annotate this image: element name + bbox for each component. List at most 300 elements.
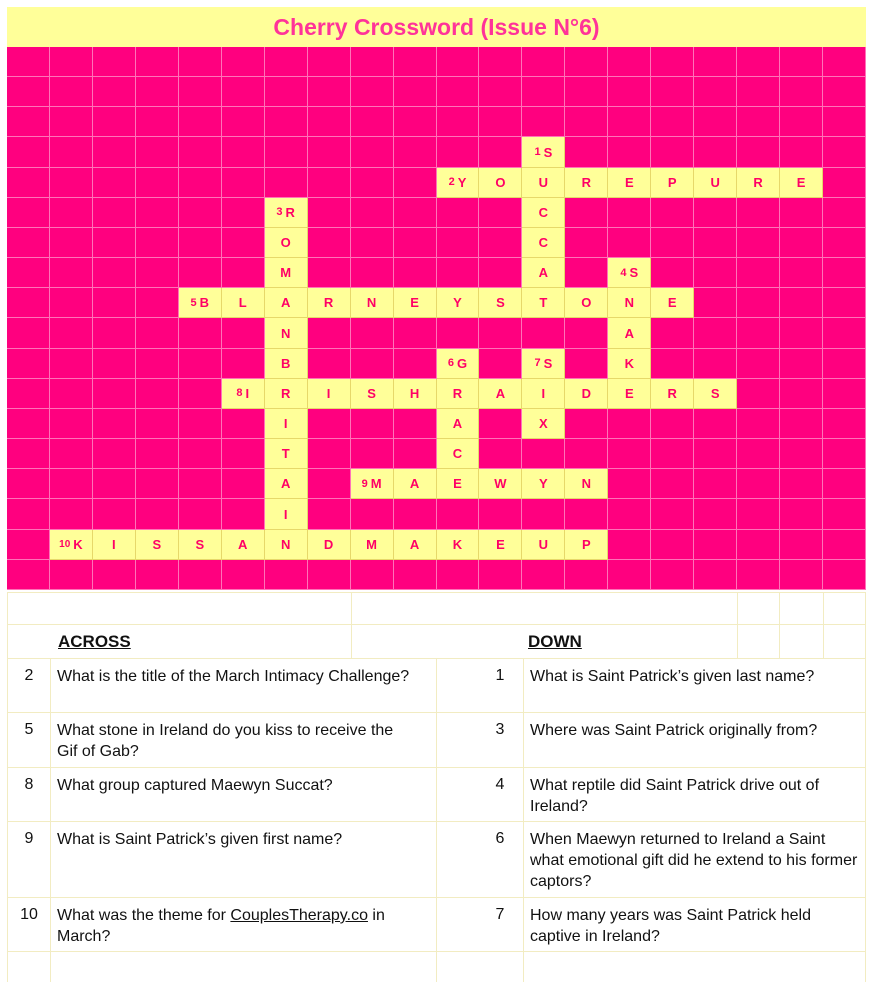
blank-cell [565, 228, 608, 258]
blank-cell [351, 228, 394, 258]
blank-cell [823, 168, 866, 198]
blank-cell [7, 318, 50, 348]
blank-cell [136, 137, 179, 167]
blank-cell [50, 77, 93, 107]
blank-cell [136, 288, 179, 318]
blank-cell [308, 77, 351, 107]
blank-cell [737, 379, 780, 409]
blank-cell [7, 409, 50, 439]
crossword-cell [265, 228, 308, 258]
blank-cell [179, 499, 222, 529]
blank-cell [437, 560, 480, 590]
down-clue-number: 7 [495, 906, 505, 923]
blank-cell [823, 258, 866, 288]
blank-cell [222, 439, 265, 469]
blank-cell [608, 499, 651, 529]
blank-cell [479, 198, 522, 228]
cell-letter: O [495, 174, 506, 190]
blank-cell [93, 168, 136, 198]
blank-cell [780, 137, 823, 167]
clues-sheet [7, 592, 866, 982]
blank-cell [50, 318, 93, 348]
blank-cell [651, 530, 694, 560]
cell-letter: N [280, 536, 291, 552]
cell-letter: Y [453, 295, 462, 311]
cell-letter: Y [539, 476, 548, 492]
crossword-cell [265, 198, 308, 228]
across-clue-number: 2 [24, 667, 34, 684]
crossword-cell [351, 379, 394, 409]
blank-cell [694, 409, 737, 439]
crossword-cell [136, 530, 179, 560]
crossword-cell [608, 349, 651, 379]
clue-number: 4 [620, 266, 627, 279]
blank-cell [651, 409, 694, 439]
blank-cell [608, 530, 651, 560]
across-clue-number: 9 [24, 830, 34, 847]
blank-cell [265, 47, 308, 77]
cell-letter: E [496, 536, 505, 552]
cell-letter: B [280, 355, 291, 371]
crossword-cell [522, 198, 565, 228]
blank-cell [394, 318, 437, 348]
blank-cell [351, 258, 394, 288]
cell-letter: E [624, 385, 634, 401]
blank-cell [608, 47, 651, 77]
blank-cell [780, 379, 823, 409]
blank-cell [823, 409, 866, 439]
blank-cell [737, 47, 780, 77]
blank-cell [7, 258, 50, 288]
blank-cell [394, 168, 437, 198]
blank-cell [136, 469, 179, 499]
blank-cell [50, 258, 93, 288]
cell-letter: W [494, 476, 507, 492]
blank-cell [780, 499, 823, 529]
couplestherapy-link[interactable]: CouplesTherapy.co [230, 907, 368, 924]
blank-cell [823, 499, 866, 529]
cell-letter: P [581, 536, 591, 552]
blank-cell [7, 198, 50, 228]
blank-cell [136, 409, 179, 439]
down-clue-number: 4 [495, 776, 505, 793]
cell-letter: A [409, 536, 420, 552]
blank-cell [179, 379, 222, 409]
crossword-cell [179, 288, 222, 318]
crossword-cell [222, 288, 265, 318]
blank-cell [351, 318, 394, 348]
blank-cell [136, 198, 179, 228]
blank-cell [179, 137, 222, 167]
blank-cell [308, 198, 351, 228]
blank-cell [737, 258, 780, 288]
cell-letter: C [538, 235, 549, 251]
blank-cell [780, 258, 823, 288]
crossword-cell [265, 288, 308, 318]
blank-cell [651, 439, 694, 469]
blank-cell [823, 288, 866, 318]
blank-cell [7, 379, 50, 409]
cell-letter: A [409, 476, 420, 492]
across-clue-number: 5 [24, 721, 34, 738]
blank-cell [136, 77, 179, 107]
cell-letter: I [326, 385, 331, 401]
blank-cell [437, 318, 480, 348]
blank-cell [222, 469, 265, 499]
blank-cell [222, 137, 265, 167]
blank-cell [694, 198, 737, 228]
blank-cell [780, 469, 823, 499]
crossword-cell [265, 349, 308, 379]
blank-cell [823, 439, 866, 469]
blank-cell [265, 560, 308, 590]
crossword-cell [565, 379, 608, 409]
cell-letter: K [624, 355, 634, 371]
blank-cell [437, 228, 480, 258]
crossword-cell [437, 349, 480, 379]
clue-number: 7 [534, 357, 541, 370]
crossword-cell [479, 379, 522, 409]
blank-cell [136, 168, 179, 198]
cell-letter: I [283, 506, 288, 522]
crossword-cell [522, 228, 565, 258]
crossword-cell [265, 499, 308, 529]
blank-cell [351, 107, 394, 137]
blank-cell [694, 469, 737, 499]
crossword-cell [308, 379, 351, 409]
blank-cell [565, 499, 608, 529]
blank-cell [479, 560, 522, 590]
across-heading: ACROSS [58, 632, 131, 651]
cell-letter: S [629, 265, 639, 281]
blank-cell [651, 107, 694, 137]
blank-cell [50, 288, 93, 318]
blank-cell [737, 469, 780, 499]
blank-cell [222, 409, 265, 439]
blank-cell [136, 107, 179, 137]
crossword-cell [522, 469, 565, 499]
blank-cell [93, 469, 136, 499]
blank-cell [565, 318, 608, 348]
cell-letter: T [539, 295, 548, 311]
blank-cell [136, 258, 179, 288]
crossword-cell [437, 379, 480, 409]
blank-cell [7, 439, 50, 469]
clue-number: 10 [59, 538, 71, 550]
blank-cell [136, 499, 179, 529]
blank-cell [651, 77, 694, 107]
blank-cell [694, 499, 737, 529]
blank-cell [437, 499, 480, 529]
blank-cell [50, 47, 93, 77]
cell-letter: I [283, 416, 288, 432]
blank-cell [308, 137, 351, 167]
blank-cell [179, 439, 222, 469]
crossword-cell [479, 469, 522, 499]
blank-cell [780, 198, 823, 228]
blank-cell [394, 409, 437, 439]
cell-letter: R [753, 174, 763, 190]
blank-cell [136, 439, 179, 469]
blank-cell [7, 137, 50, 167]
blank-cell [608, 469, 651, 499]
blank-cell [437, 77, 480, 107]
blank-cell [651, 198, 694, 228]
crossword-cell [265, 258, 308, 288]
blank-cell [93, 198, 136, 228]
cell-letter: K [73, 536, 83, 552]
cell-letter: D [323, 536, 334, 552]
crossword-cell [608, 379, 651, 409]
cell-letter: N [366, 295, 377, 311]
blank-cell [136, 318, 179, 348]
blank-cell [394, 137, 437, 167]
blank-cell [651, 499, 694, 529]
blank-cell [737, 107, 780, 137]
cell-letter: L [238, 295, 247, 311]
blank-cell [394, 499, 437, 529]
crossword-cell [608, 168, 651, 198]
blank-cell [7, 560, 50, 590]
crossword-cell [522, 258, 565, 288]
blank-cell [179, 318, 222, 348]
blank-cell [437, 47, 480, 77]
blank-cell [479, 439, 522, 469]
blank-cell [780, 318, 823, 348]
blank-cell [608, 77, 651, 107]
blank-cell [179, 258, 222, 288]
down-clue-text: When Maewyn returned to Ireland a Saint what emotional gift did he extend to his former captors? [530, 831, 858, 890]
crossword-cell [522, 409, 565, 439]
blank-cell [222, 47, 265, 77]
cell-letter: C [538, 204, 549, 220]
blank-cell [93, 47, 136, 77]
down-clue-text: What reptile did Saint Patrick drive out of Ireland? [530, 777, 820, 815]
cell-letter: G [456, 355, 468, 371]
blank-cell [694, 137, 737, 167]
blank-cell [265, 107, 308, 137]
crossword-cell [522, 288, 565, 318]
blank-cell [7, 469, 50, 499]
crossword-cell [265, 469, 308, 499]
crossword-cell [522, 349, 565, 379]
blank-cell [93, 439, 136, 469]
down-clue-text: What is Saint Patrick’s given last name? [530, 668, 815, 685]
blank-cell [93, 349, 136, 379]
crossword-cell [651, 379, 694, 409]
blank-cell [737, 318, 780, 348]
crossword-cell [265, 439, 308, 469]
crossword-cell [651, 288, 694, 318]
blank-cell [694, 228, 737, 258]
crossword-cell [351, 469, 394, 499]
blank-cell [308, 499, 351, 529]
blank-cell [50, 439, 93, 469]
blank-cell [780, 349, 823, 379]
blank-cell [780, 288, 823, 318]
blank-cell [222, 318, 265, 348]
blank-cell [823, 560, 866, 590]
blank-cell [50, 409, 93, 439]
blank-cell [479, 258, 522, 288]
blank-cell [823, 530, 866, 560]
blank-cell [437, 107, 480, 137]
crossword-cell [694, 379, 737, 409]
blank-cell [651, 560, 694, 590]
down-heading: DOWN [528, 632, 582, 651]
blank-cell [694, 107, 737, 137]
cell-letter: A [238, 536, 248, 552]
blank-cell [608, 439, 651, 469]
blank-cell [351, 560, 394, 590]
cell-letter: P [667, 174, 677, 190]
cell-letter: I [541, 385, 546, 401]
blank-cell [737, 228, 780, 258]
blank-cell [93, 499, 136, 529]
crossword-cell [265, 379, 308, 409]
blank-cell [222, 198, 265, 228]
blank-cell [308, 469, 351, 499]
cell-letter: H [409, 385, 420, 401]
blank-cell [265, 137, 308, 167]
blank-cell [7, 499, 50, 529]
cell-letter: N [280, 325, 291, 341]
cell-letter: E [410, 295, 419, 311]
cell-letter: A [538, 265, 549, 281]
crossword-cell [608, 288, 651, 318]
blank-cell [651, 47, 694, 77]
crossword-cell [780, 168, 823, 198]
cell-letter: X [539, 416, 548, 432]
blank-cell [823, 349, 866, 379]
blank-cell [479, 318, 522, 348]
blank-cell [608, 228, 651, 258]
blank-cell [737, 409, 780, 439]
cell-letter: U [710, 174, 720, 190]
blank-cell [222, 258, 265, 288]
across-clue-text: What is the title of the March Intimacy Challenge? [57, 668, 410, 685]
cell-letter: C [452, 446, 463, 462]
blank-cell [823, 77, 866, 107]
cell-letter: K [452, 536, 463, 552]
blank-cell [351, 77, 394, 107]
cell-letter: I [112, 536, 116, 552]
blank-cell [437, 137, 480, 167]
blank-cell [93, 107, 136, 137]
blank-cell [351, 47, 394, 77]
blank-cell [565, 439, 608, 469]
clue-number: 1 [534, 146, 541, 159]
down-clue-text: Where was Saint Patrick originally from? [530, 722, 818, 739]
cell-letter: R [280, 385, 291, 401]
cell-letter: S [710, 385, 720, 401]
blank-cell [394, 349, 437, 379]
blank-cell [7, 47, 50, 77]
blank-cell [694, 349, 737, 379]
crossword-cell [351, 288, 394, 318]
crossword-cell [651, 168, 694, 198]
blank-cell [7, 107, 50, 137]
cell-letter: S [195, 536, 205, 552]
cell-letter: E [624, 174, 634, 190]
cell-letter: S [367, 385, 376, 401]
cell-letter: A [495, 385, 506, 401]
blank-cell [394, 77, 437, 107]
cell-letter: S [543, 144, 553, 160]
blank-cell [479, 499, 522, 529]
crossword-cell [394, 469, 437, 499]
crossword-cell [265, 530, 308, 560]
cell-letter: E [667, 295, 677, 311]
cell-letter: S [152, 536, 162, 552]
cell-letter: I [245, 385, 250, 401]
cell-letter: D [581, 385, 592, 401]
crossword-cell [50, 530, 93, 560]
clue-number: 8 [236, 387, 243, 400]
blank-cell [7, 288, 50, 318]
cell-letter: S [496, 295, 505, 311]
blank-cell [265, 77, 308, 107]
blank-cell [179, 107, 222, 137]
blank-cell [222, 168, 265, 198]
blank-cell [136, 379, 179, 409]
blank-cell [394, 198, 437, 228]
crossword-cell [308, 288, 351, 318]
blank-cell [308, 560, 351, 590]
blank-cell [93, 77, 136, 107]
blank-cell [823, 47, 866, 77]
blank-cell [351, 168, 394, 198]
blank-cell [823, 137, 866, 167]
blank-cell [651, 318, 694, 348]
cell-letter: U [538, 536, 549, 552]
cell-letter: S [543, 355, 553, 371]
crossword-cell [565, 288, 608, 318]
blank-cell [694, 258, 737, 288]
blank-cell [136, 560, 179, 590]
blank-cell [222, 349, 265, 379]
blank-cell [651, 228, 694, 258]
blank-cell [351, 499, 394, 529]
blank-cell [780, 409, 823, 439]
blank-cell [694, 77, 737, 107]
blank-cell [608, 409, 651, 439]
crossword-grid [7, 47, 866, 590]
blank-cell [222, 228, 265, 258]
blank-cell [608, 107, 651, 137]
blank-cell [522, 318, 565, 348]
blank-cell [823, 379, 866, 409]
blank-cell [651, 469, 694, 499]
blank-cell [565, 137, 608, 167]
across-clue-text: What stone in Ireland do you kiss to receive the Gif of Gab? [57, 722, 394, 760]
crossword-cell [394, 288, 437, 318]
cell-letter: M [370, 476, 382, 492]
blank-cell [394, 47, 437, 77]
blank-cell [823, 469, 866, 499]
blank-cell [50, 349, 93, 379]
blank-cell [694, 560, 737, 590]
blank-cell [308, 318, 351, 348]
crossword-cell [522, 530, 565, 560]
cell-letter: A [452, 416, 463, 432]
cell-letter: M [280, 265, 292, 281]
blank-cell [651, 258, 694, 288]
blank-cell [93, 137, 136, 167]
blank-cell [694, 47, 737, 77]
blank-cell [50, 137, 93, 167]
blank-cell [694, 530, 737, 560]
